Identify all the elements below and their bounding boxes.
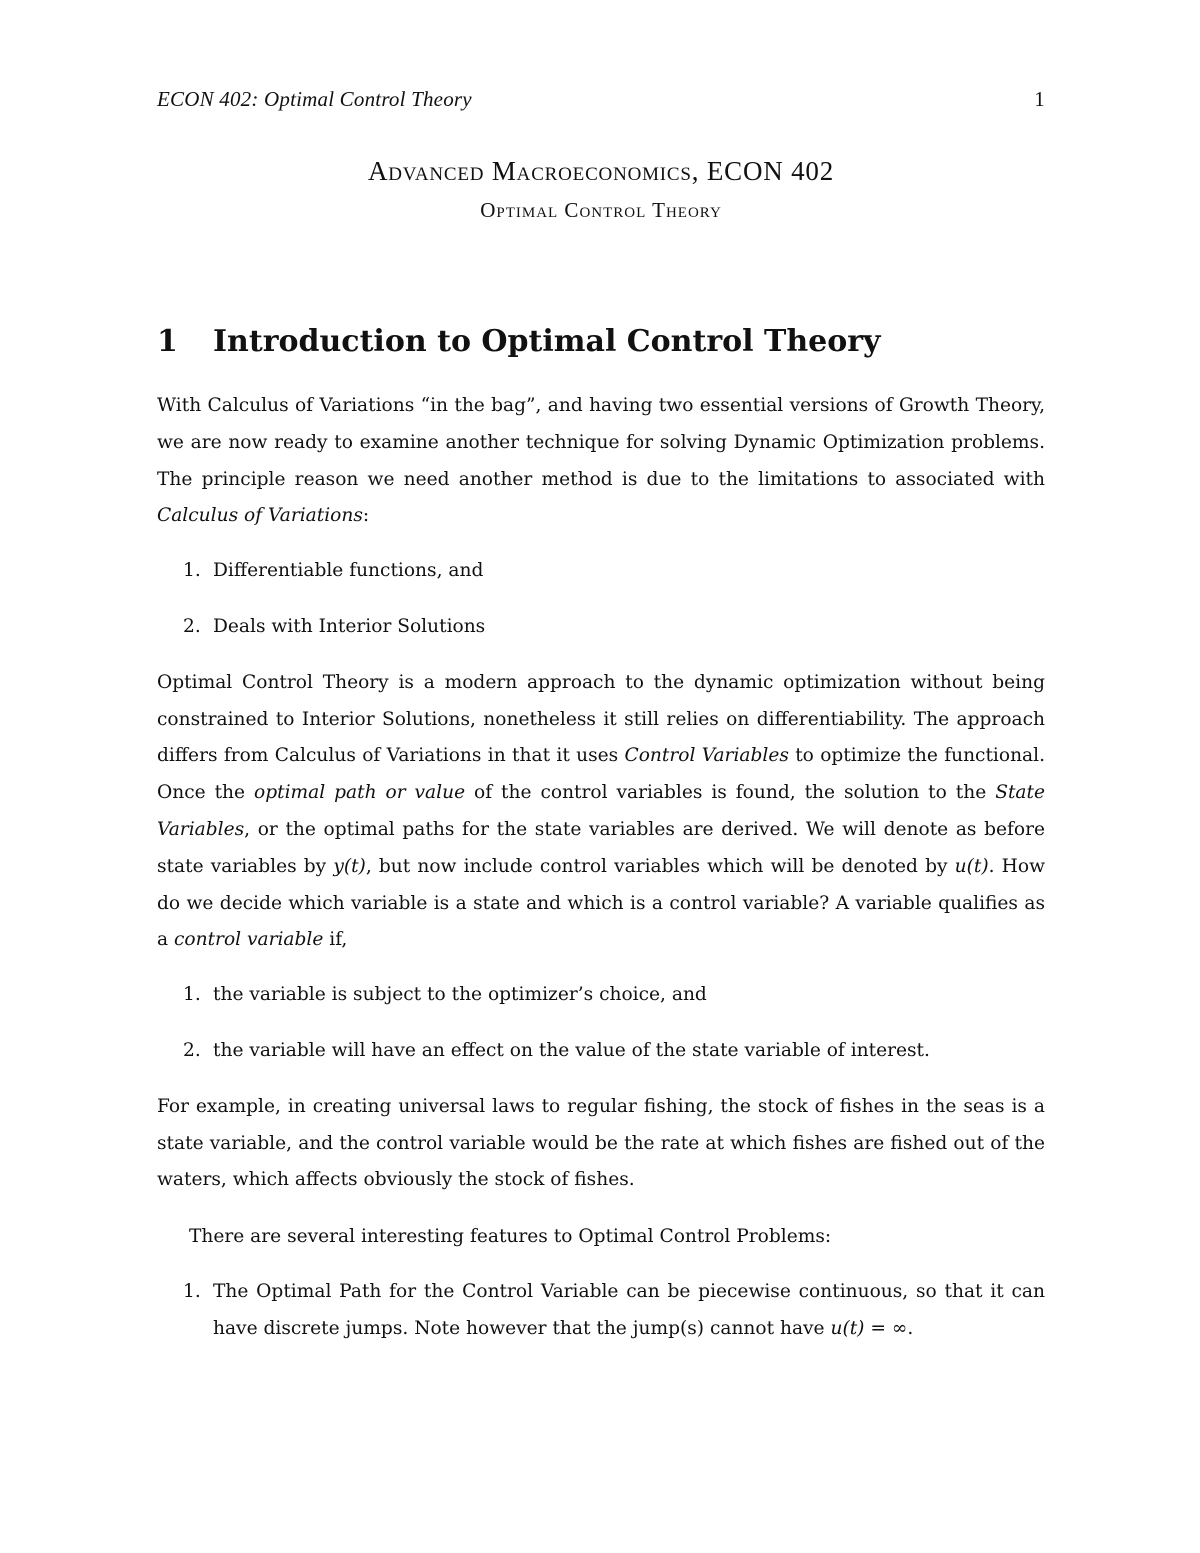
example-paragraph: For example, in creating universal laws to regular fishing, the stock of fishes in the seas is a state variable, and the control variable would be the rate at which fishes are fished out of the waters, which affects obviously the stock of fishes. — [157, 1095, 1045, 1191]
running-header — [157, 84, 1045, 114]
ocp-text-3: of the control variables is found, the solution to the — [465, 782, 996, 804]
page-number: 1 — [1034, 87, 1045, 111]
ocp-text-5: , but now include control variables which will be denoted by — [365, 855, 955, 877]
list-item-end: . — [907, 1317, 914, 1339]
ocp-term-state-variables: State Variables — [157, 782, 1045, 840]
document-title: Advanced Macroeconomics, ECON 402 — [367, 156, 835, 186]
list-item-text: the variable is subject to the optimizer’s choice, and — [213, 984, 707, 1006]
ocp-term-control-variable: control variable — [174, 929, 324, 951]
list-item-text: Differentiable functions, and — [213, 560, 484, 582]
document-subtitle: Optimal Control Theory — [480, 198, 722, 222]
section-title: Introduction to Optimal Control Theory — [213, 324, 881, 359]
math-u-of-t: u(t) — [954, 855, 989, 877]
ocp-text-4: , or the optimal paths for the state variables are derived. We will denote as before state variables by — [157, 818, 1045, 877]
ocp-text-1: Optimal Control Theory is a modern approach to the dynamic optimization without being constrained to Interior Solutions, nonetheless it still relies on differentiability. The approach differs from Calculus of Variations in that it uses — [157, 671, 1045, 767]
list-item-number: 1. — [183, 984, 201, 1006]
list-item — [157, 977, 1045, 1014]
list-item-number: 1. — [183, 1280, 201, 1302]
intro-paragraph — [157, 388, 1045, 535]
document-body — [157, 388, 1045, 1348]
list-item-text: the variable will have an effect on the value of the state variable of interest. — [213, 1039, 930, 1061]
list-item-number: 1. — [183, 560, 201, 582]
list-item — [157, 1274, 1045, 1348]
intro-text-a: With Calculus of Variations “in the bag”, and having two essential versions of Growth Theory, we are now ready to examine another technique for solving Dynamic Optimization problems. The principle reason we need another method is due to the limitations to associated with — [157, 395, 1045, 490]
ocp-paragraph — [157, 665, 1045, 959]
section-heading — [157, 320, 1045, 364]
math-y-of-t: y(t) — [333, 855, 366, 877]
criteria-list — [157, 977, 1045, 1070]
math-u-infinity: u(t) = ∞ — [830, 1317, 908, 1339]
intro-text-b: : — [362, 505, 370, 527]
intro-term-calculus: Calculus of Variations — [157, 505, 363, 527]
list-item-text: Deals with Interior Solutions — [213, 615, 486, 637]
ocp-text-6: . How do we decide which variable is a state and which is a control variable? A variable qualifies as a — [157, 855, 1046, 951]
list-item-number: 2. — [183, 615, 201, 637]
list-item-text: The Optimal Path for the Control Variable can be piecewise continuous, so that it can have discrete jumps. Note however that the jump(s) cannot have — [213, 1280, 1045, 1339]
section-number: 1 — [157, 324, 178, 359]
list-item — [157, 553, 1045, 590]
ocp-term-control-variables: Control Variables — [624, 745, 789, 767]
list-item — [157, 1033, 1045, 1070]
list-item-number: 2. — [183, 1039, 201, 1061]
features-intro: There are several interesting features to Optimal Control Problems: — [189, 1226, 832, 1248]
ocp-term-optimal-path: optimal path or value — [254, 782, 466, 804]
features-list — [157, 1274, 1045, 1348]
ocp-text-7: if, — [323, 929, 348, 951]
header-title: ECON 402: Optimal Control Theory — [157, 87, 472, 111]
ocp-text-2: to optimize the functional. Once the — [157, 745, 1045, 804]
list-item — [157, 609, 1045, 646]
limitations-list — [157, 553, 1045, 646]
